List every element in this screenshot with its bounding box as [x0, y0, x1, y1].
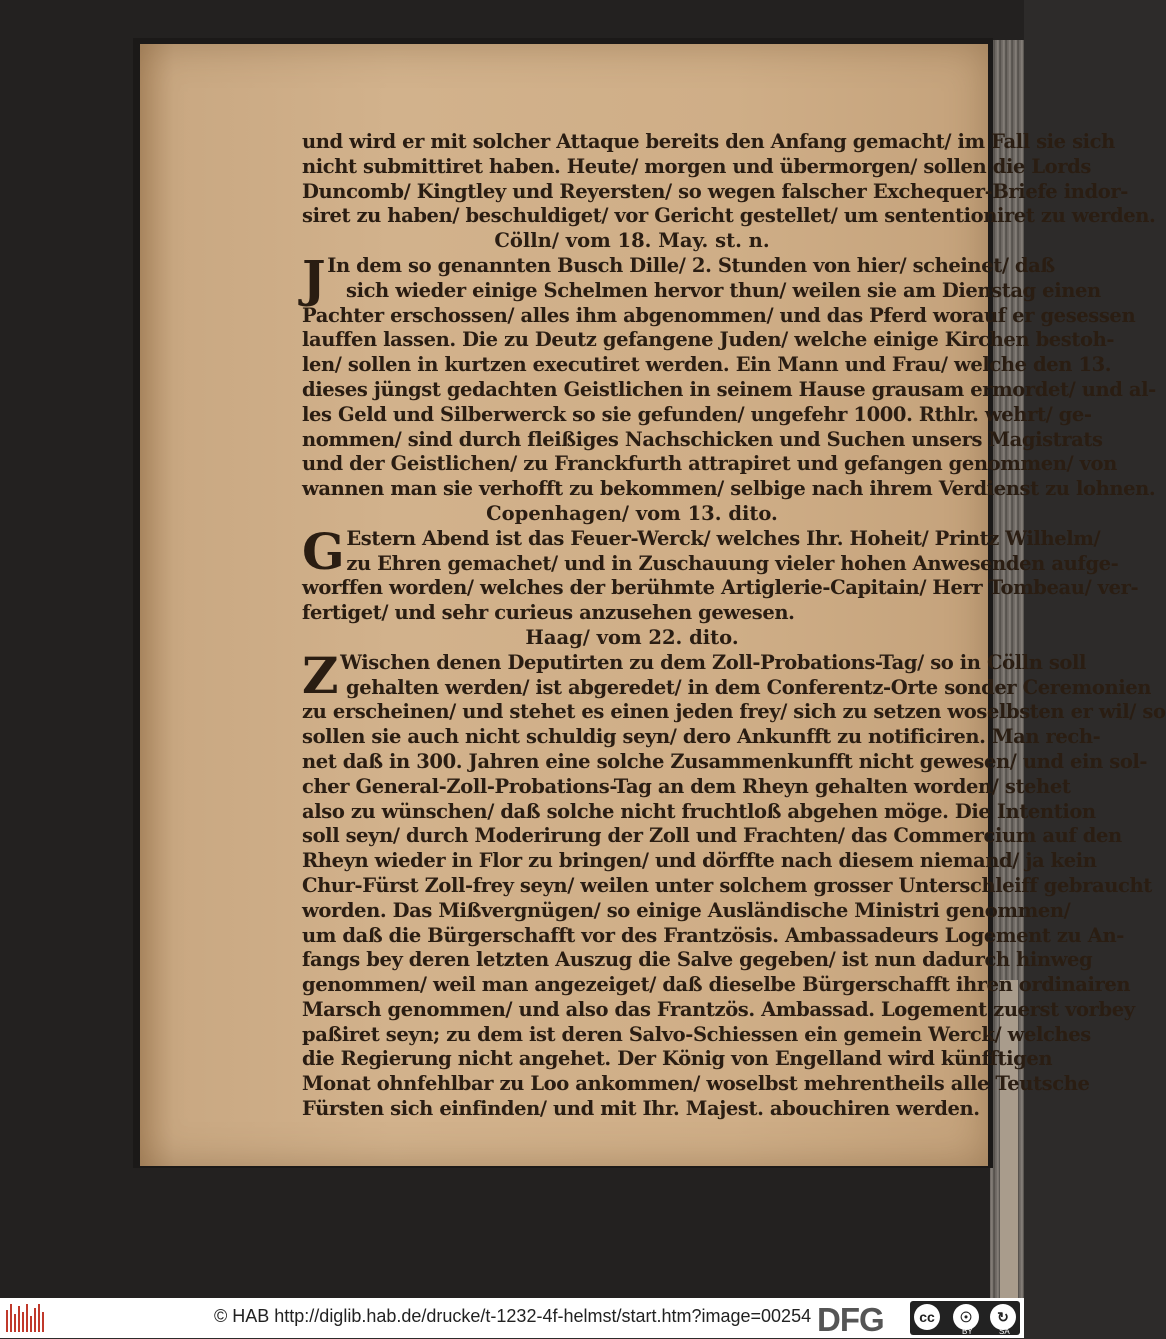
text-line	[302, 799, 1096, 825]
line-text: Marsch genommen/ und also das Frantzös. Ambassad. Logement zuerst vorbey	[302, 997, 1135, 1021]
text-line	[302, 377, 1156, 403]
line-text: Monat ohnfehlbar zu Loo ankommen/ woselbst mehrentheils alle Teutsche	[302, 1072, 1090, 1096]
text-line	[302, 749, 1148, 775]
cc-by-label: BY	[962, 1327, 973, 1336]
section-heading-text: Haag/ vom 22. dito.	[525, 625, 739, 649]
hab-logo-icon[interactable]	[6, 1304, 46, 1332]
text-line	[302, 303, 1136, 329]
line-text: Pachter erschossen/ alles ihm abgenommen/ und das Pferd worauf er gesessen	[302, 303, 1136, 327]
section-heading-text: Copenhagen/ vom 13. dito.	[486, 501, 778, 525]
line-text: nicht submittiret haben. Heute/ morgen und übermorgen/ sollen die Lords	[302, 154, 1091, 178]
text-line	[302, 1022, 1091, 1048]
text-line	[302, 948, 1093, 973]
text-line	[302, 452, 1117, 477]
text-line	[302, 601, 962, 626]
text-line	[302, 725, 1101, 750]
text-line	[302, 353, 1112, 378]
text-line	[302, 402, 1092, 428]
line-text: und der Geistlichen/ zu Franckfurth attrapiret und gefangen genommen/ von	[302, 452, 1117, 476]
line-text: len/ sollen in kurtzen executiret werden. Ein Mann und Frau/ welche den 13.	[302, 353, 1112, 377]
line-text: fangs bey deren letzten Auszug die Salve gegeben/ ist nun dadurch hinweg	[302, 948, 1093, 972]
text-line	[302, 477, 1156, 502]
text-line	[302, 576, 1139, 601]
line-text: genommen/ weil man angezeiget/ daß dieselbe Bürgerschafft ihren ordinairen	[302, 973, 1131, 997]
sa-icon: ↻	[990, 1304, 1016, 1330]
section-heading	[302, 502, 962, 527]
text-line	[302, 427, 1103, 453]
text-line	[302, 824, 1122, 849]
line-text: Rheyn wieder in Flor zu bringen/ und dörffte nach diesem niemand/ ja kein	[302, 849, 1097, 873]
line-text: Estern Abend ist das Feuer-Werck/ welches Ihr. Hoheit/ Printz Wilhelm/	[346, 526, 1101, 550]
line-text: sich wieder einige Schelmen hervor thun/ weilen sie am Dienstag einen	[346, 278, 1101, 302]
dfg-logo[interactable]: DFG	[817, 1301, 884, 1338]
section-heading	[302, 229, 962, 254]
text-line	[302, 1072, 1090, 1097]
text-line	[302, 873, 1152, 899]
by-icon: ☉	[953, 1304, 979, 1330]
footer-credit-link[interactable]: © HAB http://diglib.hab.de/drucke/t-1232-4f-helmst/start.htm?image=00254	[214, 1306, 812, 1326]
line-text: Duncomb/ Kingtley und Reyersten/ so wegen falscher Exchequer-Briefe indor-	[302, 179, 1128, 203]
cc-license-icon[interactable]	[910, 1301, 1020, 1335]
text-line	[302, 973, 1131, 998]
line-text: Fürsten sich einfinden/ und mit Ihr. Majest. abouchiren werden.	[302, 1097, 980, 1121]
drop-cap: Z	[302, 645, 339, 705]
line-text: wannen man sie verhofft zu bekommen/ selbige nach ihrem Verdienst zu lohnen.	[302, 477, 1156, 501]
drop-cap: J	[302, 248, 326, 308]
section-heading	[302, 626, 962, 651]
text-line	[302, 1097, 980, 1122]
line-text: worden. Das Mißvergnügen/ so einige Ausländische Ministri genommen/	[302, 898, 1071, 922]
line-text: fertiget/ und sehr curieus anzusehen gewesen.	[302, 601, 795, 625]
line-text: nommen/ sind durch fleißiges Nachschicken und Suchen unsers Magistrats	[302, 427, 1103, 451]
text-line	[302, 179, 1128, 205]
line-text: In dem so genannten Busch Dille/ 2. Stunden von hier/ scheinet/ daß	[327, 253, 1055, 277]
drop-cap: G	[302, 521, 345, 581]
text-line	[302, 898, 1071, 924]
text-line	[302, 997, 1135, 1023]
text-line	[302, 1047, 1053, 1072]
line-text: soll seyn/ durch Moderirung der Zoll und Frachten/ das Commercium auf den	[302, 824, 1122, 848]
text-line	[302, 849, 1097, 874]
line-text: die Regierung nicht angehet. Der König von Engelland wird künfftigen	[302, 1047, 1053, 1071]
line-text: um daß die Bürgerschafft vor des Frantzösis. Ambassadeurs Logement zu An-	[302, 923, 1124, 947]
line-text: und wird er mit solcher Attaque bereits den Anfang gemacht/ im Fall sie sich	[302, 130, 1115, 153]
line-text: zu Ehren gemachet/ und in Zuschauung vieler hohen Anwesenden aufge-	[346, 551, 1119, 575]
section-heading-text: Cölln/ vom 18. May. st. n.	[494, 229, 770, 253]
text-line	[302, 774, 1071, 800]
line-text: les Geld und Silberwerck so sie gefunden/ ungefehr 1000. Rthlr. wehrt/ ge-	[302, 402, 1092, 426]
line-text: dieses jüngst gedachten Geistlichen in seinem Hause grausam ermordet/ und al-	[302, 377, 1156, 401]
line-text: gehalten werden/ ist abgeredet/ in dem Conferentz-Orte sonder Ceremonien	[346, 675, 1152, 699]
line-text: also zu wünschen/ daß solche nicht fruchtloß abgehen möge. Die Intention	[302, 799, 1096, 823]
text-line	[302, 700, 1166, 725]
line-text: lauffen lassen. Die zu Deutz gefangene Juden/ welche einige Kirchen bestoh-	[302, 328, 1115, 352]
document-text	[302, 130, 1166, 1122]
line-text: cher General-Zoll-Probations-Tag an dem Rheyn gehalten worden/ stehet	[302, 774, 1071, 798]
text-line	[302, 328, 1115, 353]
text-line	[302, 130, 1115, 155]
line-text: paßiret seyn; zu dem ist deren Salvo-Schiessen ein gemein Werck/ welches	[302, 1022, 1091, 1046]
text-line	[302, 154, 1091, 180]
cc-icon: cc	[914, 1304, 940, 1330]
line-text: zu erscheinen/ und stehet es einen jeden frey/ sich zu setzen woselbsten er wil/ so	[302, 700, 1166, 724]
line-text: net daß in 300. Jahren eine solche Zusammenkunfft nicht gewesen/ und ein sol-	[302, 749, 1148, 773]
text-line	[302, 675, 1152, 701]
text-line	[302, 204, 1156, 229]
line-text: sollen sie auch nicht schuldig seyn/ dero Ankunfft zu notificiren. Man rech-	[302, 725, 1101, 749]
line-text: worffen worden/ welches der berühmte Artiglerie-Capitain/ Herr Tombeau/ ver-	[302, 576, 1139, 600]
text-line	[302, 278, 1101, 304]
line-text: Wischen denen Deputirten zu dem Zoll-Probations-Tag/ so in Cölln soll	[340, 650, 1087, 674]
footer-bar	[0, 1298, 1024, 1338]
line-text: Chur-Fürst Zoll-frey seyn/ weilen unter solchem grosser Unterschleiff gebraucht	[302, 873, 1152, 897]
text-line	[302, 551, 1119, 577]
cc-sa-label: SA	[999, 1327, 1010, 1336]
text-line	[302, 923, 1124, 949]
line-text: siret zu haben/ beschuldiget/ vor Gericht gestellet/ um sententioniret zu werden.	[302, 204, 1156, 228]
